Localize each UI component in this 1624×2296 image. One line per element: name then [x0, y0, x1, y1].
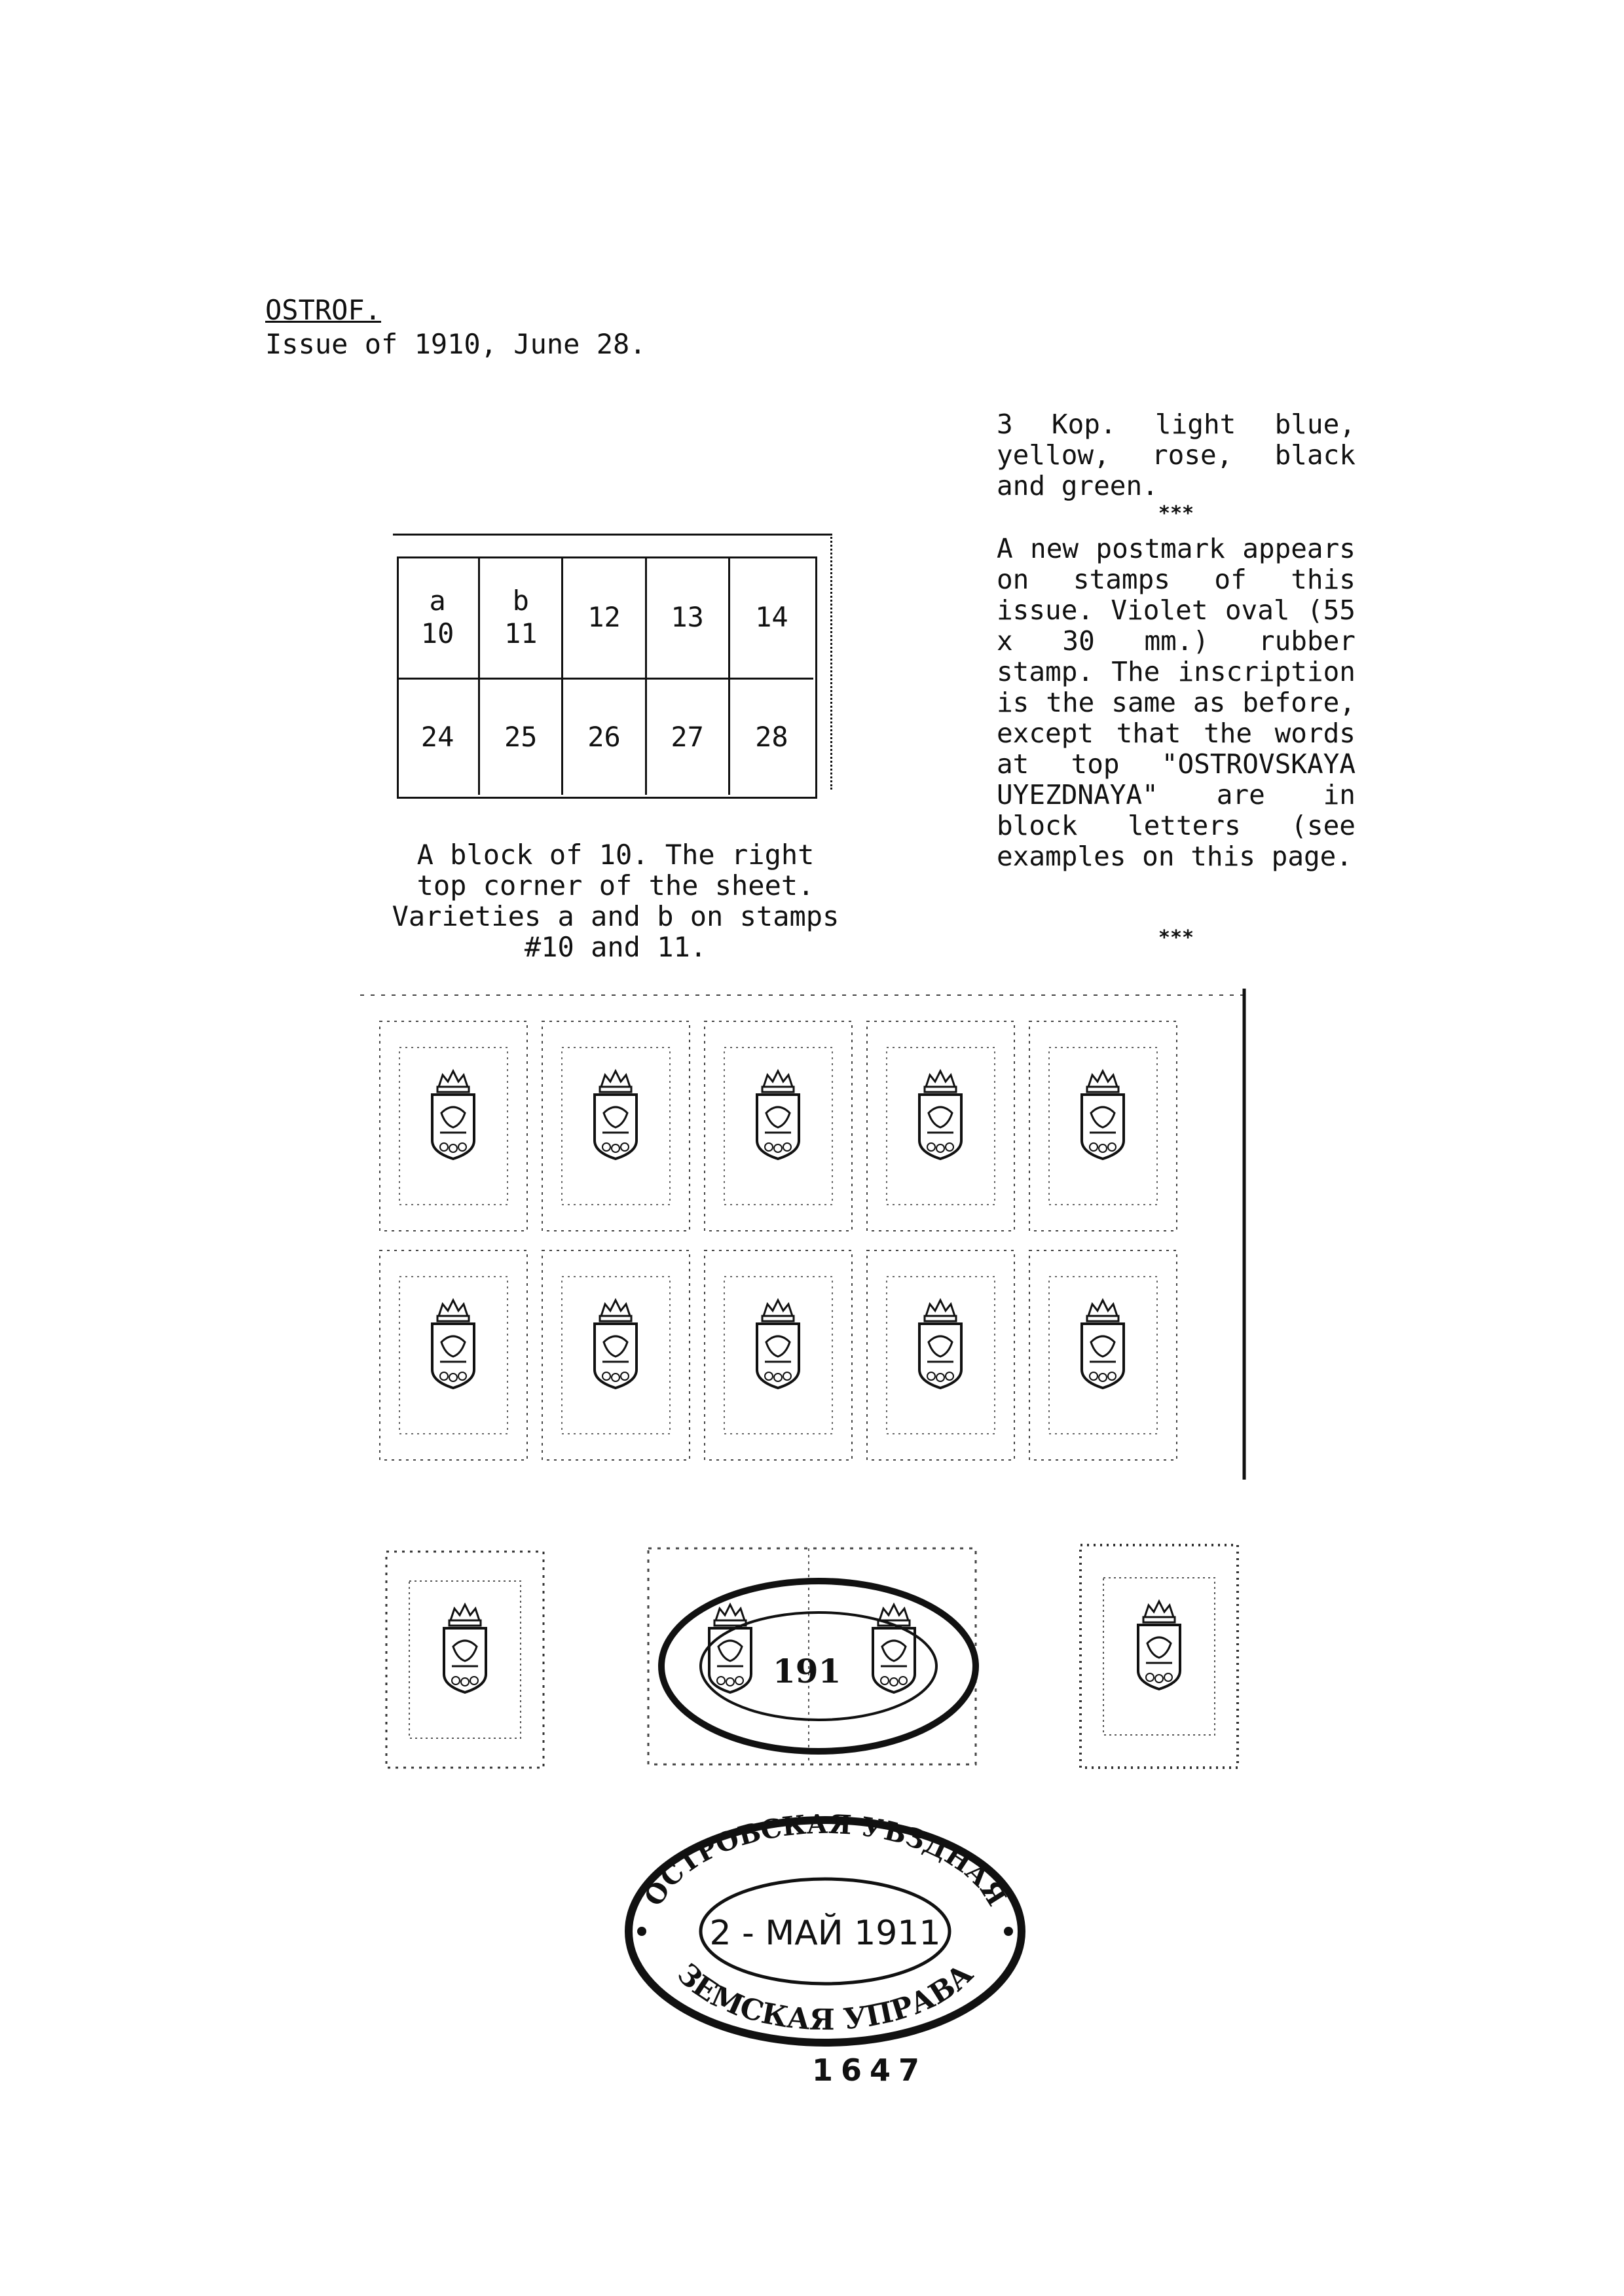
- stamp-9: [867, 1250, 1014, 1460]
- heading-issue-date: Issue of 1910, June 28.: [265, 328, 646, 360]
- block-cell-11: [480, 556, 563, 680]
- block-cell-10: [397, 556, 480, 680]
- block-caption: [367, 839, 864, 962]
- stamp-3: [705, 1021, 852, 1231]
- single-stamp-right: [1074, 1532, 1251, 1781]
- block-cell-26: 26: [563, 680, 646, 795]
- colors-note: 3 Kop. light blue, yellow, rose, black and green.: [997, 409, 1356, 501]
- cancelled-pair: [642, 1535, 982, 1784]
- cell-number: 13: [671, 600, 704, 633]
- block-cell-24: 24: [397, 680, 480, 795]
- cell-number: 11: [504, 617, 538, 649]
- block-cell-13: [647, 556, 730, 680]
- postmark-top-text: ОСТРОВСКАЯ УѢЗДНАЯ: [638, 1808, 1012, 1912]
- block-cell-27: 27: [647, 680, 730, 795]
- block-cell-14: [730, 556, 813, 680]
- block-cell-12: [563, 556, 646, 680]
- stamp-block-image: [354, 982, 1257, 1480]
- postmark-example: [616, 1807, 1035, 2056]
- stamp-5: [1029, 1021, 1177, 1231]
- postmark-note: A new postmark appears on stamps of this issue. Violet oval (55 x 30 mm.) rubber stamp. The inscription is the same as before, except that the words at top "OSTROVSKAYA UYEZDNAYA" are in block letters (see examples on this page.: [997, 533, 1356, 872]
- stamp-8: [705, 1250, 852, 1460]
- postmark-dot-left: [637, 1927, 646, 1936]
- block-cell-25: 25: [480, 680, 563, 795]
- cancel-partial-date: 191: [773, 1652, 841, 1690]
- postmark-date: 2 - МАЙ 1911: [709, 1914, 941, 1953]
- heading-title: OSTROF.: [265, 294, 382, 326]
- stamp-1: [380, 1021, 527, 1231]
- caption-line: #10 and 11.: [524, 931, 707, 963]
- cell-variety: b: [512, 584, 529, 617]
- block-diagram: [393, 534, 845, 802]
- stamp-7: [542, 1250, 690, 1460]
- cell-variety: a: [429, 584, 446, 617]
- page-heading: [265, 293, 646, 361]
- single-stamp-left: [380, 1532, 557, 1781]
- stamp-2: [542, 1021, 690, 1231]
- postmark-dot-right: [1004, 1927, 1013, 1936]
- stamp-6: [380, 1250, 527, 1460]
- page-number: 1647: [812, 2052, 928, 2088]
- stamp-10: [1029, 1250, 1177, 1460]
- separator-stars: ***: [1158, 926, 1194, 949]
- cell-number: 14: [755, 600, 788, 633]
- stamp-4: [867, 1021, 1014, 1231]
- cell-number: 12: [587, 600, 621, 633]
- caption-line: top corner of the sheet.: [416, 869, 815, 902]
- block-cell-28: 28: [755, 721, 788, 753]
- postmark-bottom-text: ЗЕМСКАЯ УПРАВА: [670, 1957, 980, 2037]
- caption-line: Varieties a and b on stamps: [392, 900, 840, 932]
- caption-line: A block of 10. The right: [416, 839, 815, 871]
- separator-stars: ***: [1158, 502, 1194, 525]
- cell-number: 10: [420, 617, 454, 649]
